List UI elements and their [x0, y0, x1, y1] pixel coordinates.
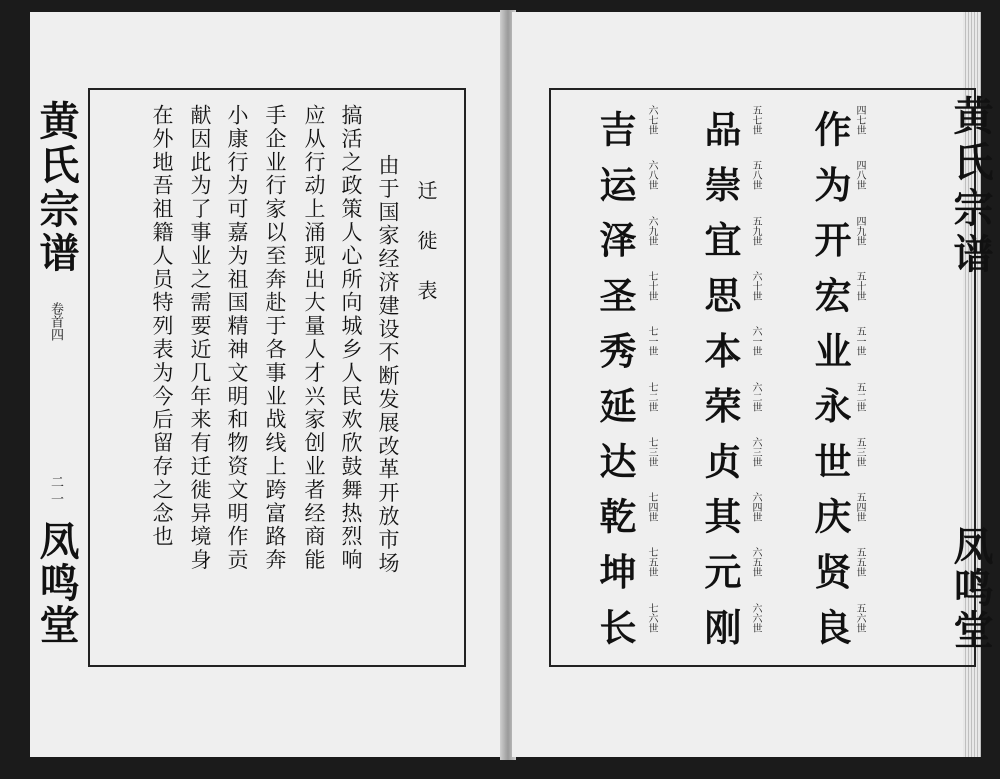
preface-column-3: 应从行动上涌现出大量人才兴家创业者经商能 — [302, 104, 326, 572]
generation-label: 四九世 — [854, 215, 865, 246]
generation-label: 六八世 — [646, 160, 657, 191]
preface-column-2: 搞活之政策人心所向城乡人民欢欣鼓舞热烈响 — [339, 104, 363, 572]
generation-label: 四七世 — [854, 105, 865, 135]
generation-label: 五八世 — [750, 160, 761, 191]
generation-label: 六九世 — [646, 215, 657, 246]
left-margin-page-number: 二一 — [48, 475, 63, 509]
generation-label: 七三世 — [646, 436, 657, 467]
left-margin-volume: 卷首四 — [48, 302, 63, 341]
preface-column-5: 小康行为可嘉为祖国精神文明和物资文明作贡 — [225, 104, 249, 572]
generation-label: 五七世 — [750, 105, 761, 135]
generation-label: 七四世 — [646, 492, 657, 523]
preface-column-4: 手企业行家以至奔赴于各事业战线上跨富路奔 — [263, 104, 287, 572]
generation-names-column-1: 作为开宏业永世庆贤良 — [808, 110, 851, 663]
generation-names-column-3: 吉运泽圣秀延达乾坤长 — [593, 110, 636, 663]
generation-label: 五五世 — [854, 547, 865, 578]
preface-column-6: 献因此为了事业之需要近几年来有迁徙异境身 — [188, 104, 212, 572]
generation-label: 七六世 — [646, 602, 657, 633]
generation-names-column-2: 品崇宜思本荣贞其元刚 — [698, 110, 741, 663]
generation-label: 六十世 — [750, 270, 761, 301]
right-margin-hall-name: 凤鸣堂 — [947, 525, 993, 651]
generation-label: 六四世 — [750, 492, 761, 523]
right-margin-book-title: 黄氏宗谱 — [947, 95, 993, 279]
left-margin-hall-name: 凤鸣堂 — [33, 520, 79, 646]
generation-label: 七十世 — [646, 270, 657, 301]
generation-label: 七二世 — [646, 381, 657, 412]
generation-label: 六五世 — [750, 547, 761, 578]
generation-label: 五十世 — [854, 270, 865, 301]
generation-label: 五四世 — [854, 492, 865, 523]
generation-label: 七五世 — [646, 547, 657, 578]
preface-column-7: 在外地吾祖籍人员特列表为今后留存之念也 — [150, 104, 174, 549]
left-margin-book-title: 黄氏宗谱 — [33, 100, 79, 276]
generation-label: 五一世 — [854, 326, 865, 357]
generation-label: 六一世 — [750, 326, 761, 357]
generation-label: 四八世 — [854, 160, 865, 191]
generation-label: 六七世 — [646, 105, 657, 135]
generation-label: 五九世 — [750, 215, 761, 246]
generation-label: 七一世 — [646, 326, 657, 357]
generation-label: 五二世 — [854, 381, 865, 412]
generation-label: 五三世 — [854, 436, 865, 467]
generation-label: 五六世 — [854, 602, 865, 633]
generation-label: 六三世 — [750, 436, 761, 467]
migration-table-title: 迁徙表 — [414, 180, 438, 330]
generation-label: 六二世 — [750, 381, 761, 412]
generation-label: 六六世 — [750, 602, 761, 633]
preface-column-1: 由于国家经济建设不断发展改革开放市场 — [376, 154, 400, 576]
